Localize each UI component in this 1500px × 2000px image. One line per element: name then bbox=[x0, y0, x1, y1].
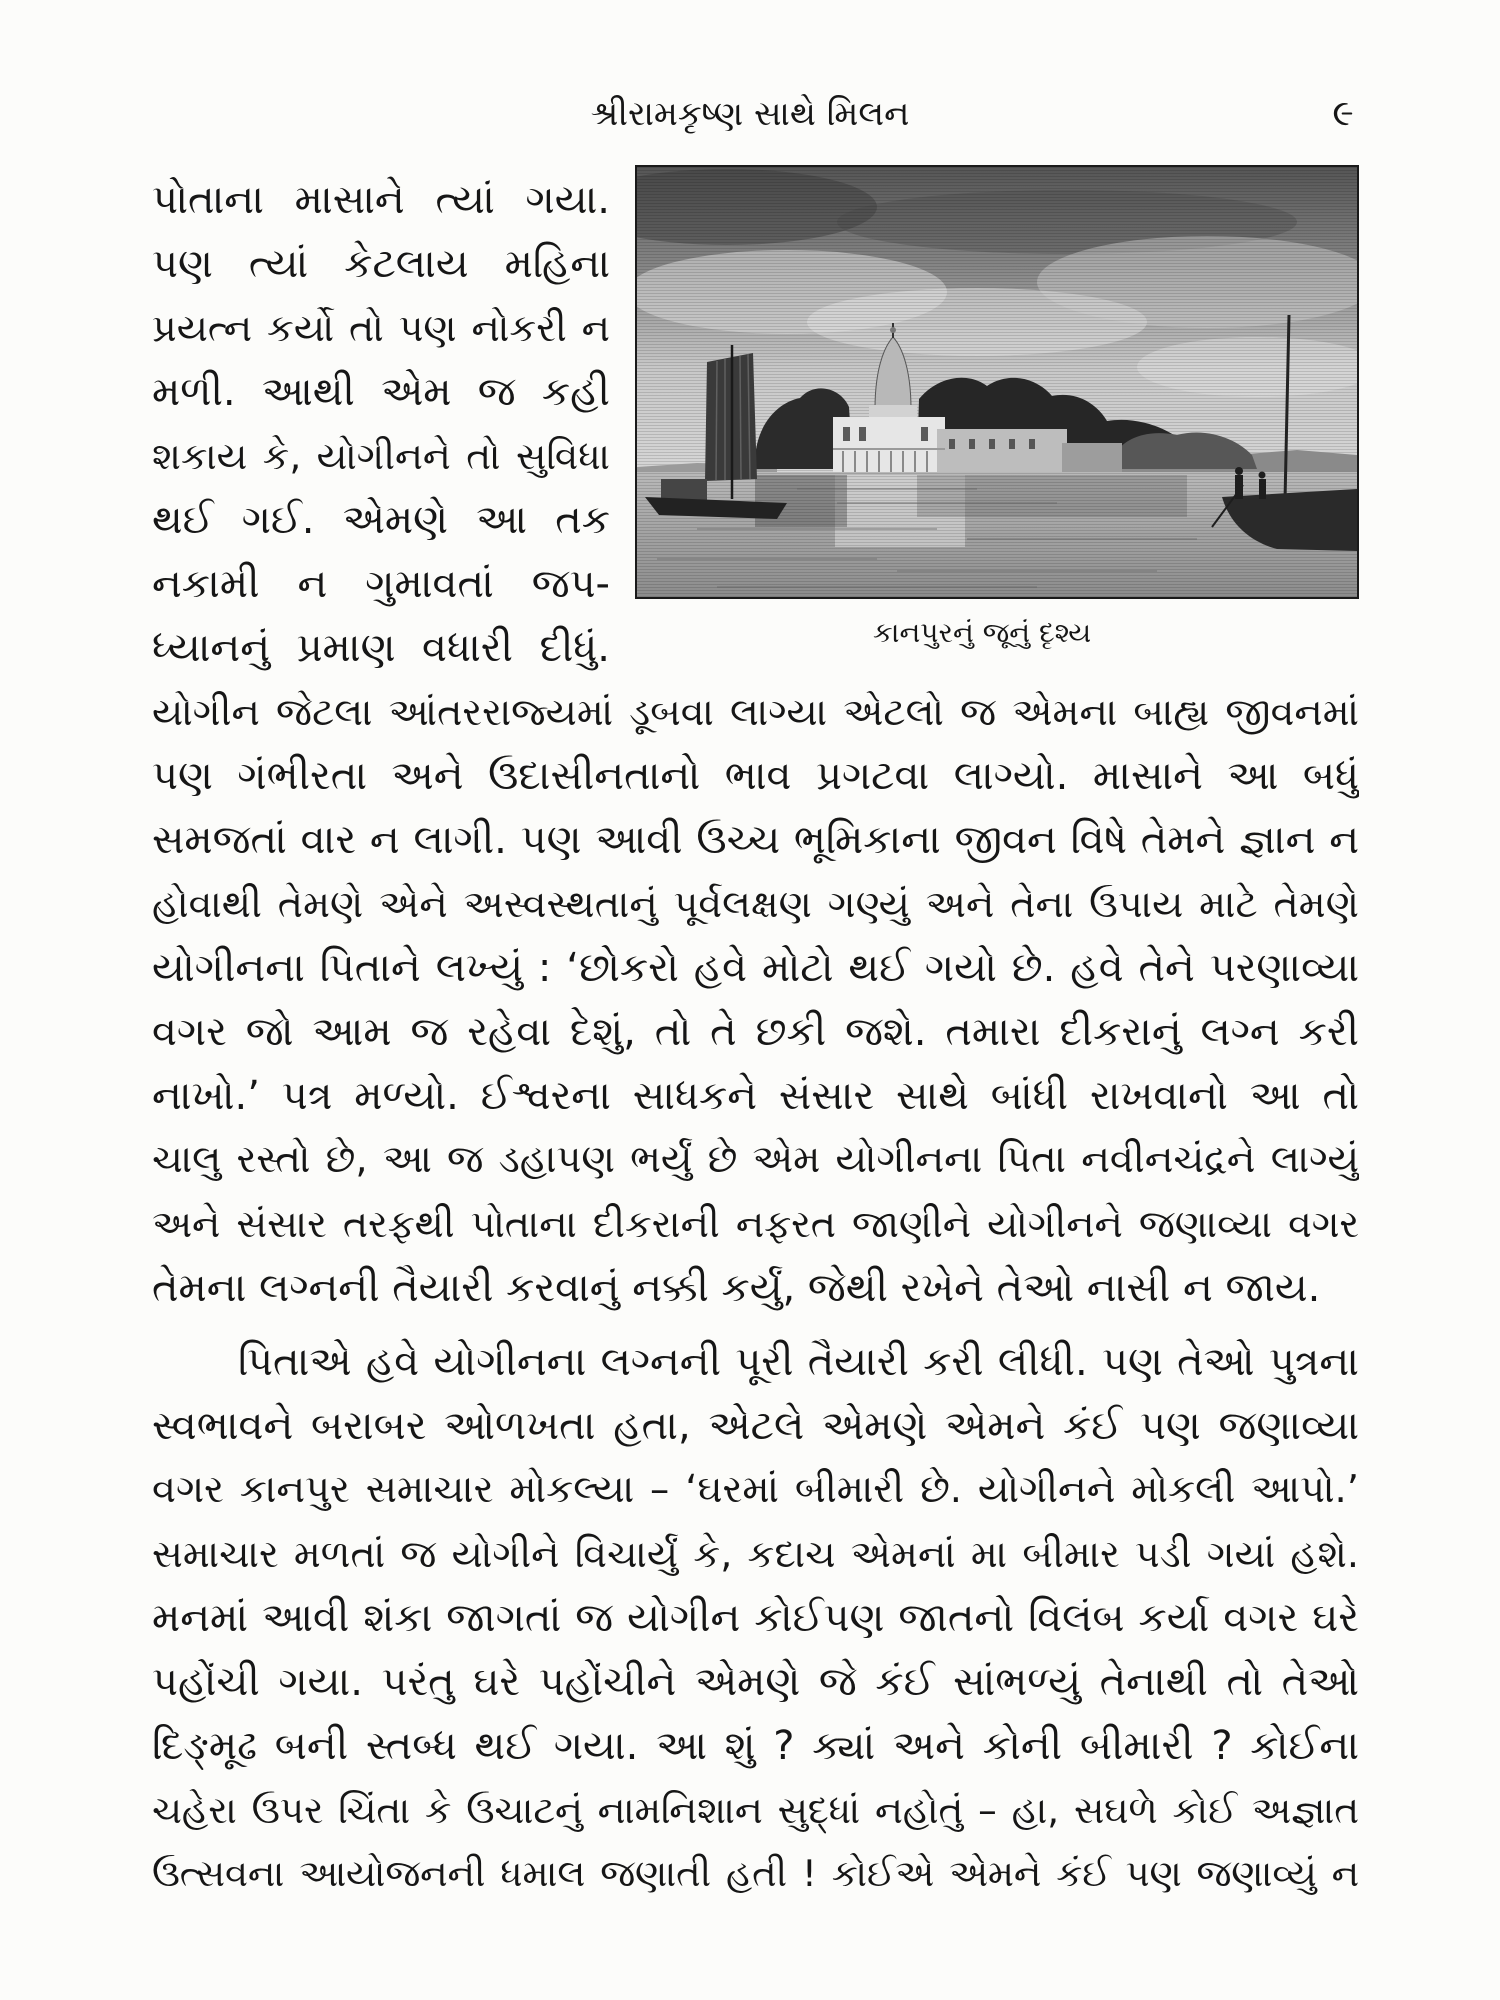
text-line: મળી. આથી એમ જ કહી bbox=[152, 369, 610, 415]
text-line: થઈ ગઈ. એમણે આ તક bbox=[152, 497, 610, 543]
text-line: પહોંચી ગયા. પરંતુ ઘરે પહોંચીને એમણે જે કંઈ સાંભળ્યું તેનાથી તો તેઓ bbox=[152, 1659, 1359, 1705]
figure-caption: કાનપુરનું જૂનું દૃશ્ય bbox=[872, 616, 1092, 649]
text-line: ધ્યાનનું પ્રમાણ વધારી દીધું. bbox=[152, 625, 610, 671]
text-line: દિઙ્મૂઢ બની સ્તબ્ધ થઈ ગયા. આ શું ? ક્યાં અને કોની બીમારી ? કોઈના bbox=[152, 1723, 1359, 1769]
paragraph-2 bbox=[152, 1330, 1359, 1906]
text-line: સ્વભાવને બરાબર ઓળખતા હતા, એટલે એમણે એમને કંઈ પણ જણાવ્યા bbox=[152, 1403, 1359, 1449]
text-line: નકામી ન ગુમાવતાં જપ- bbox=[152, 561, 610, 607]
text-line: ચહેરા ઉપર ચિંતા કે ઉચાટનું નામનિશાન સુદ્ધાં નહોતું – હા, સઘળે કોઈ અજ્ઞાત bbox=[152, 1788, 1359, 1832]
running-header bbox=[0, 86, 1500, 142]
text-line: મનમાં આવી શંકા જાગતાં જ યોગીન કોઈપણ જાતનો વિલંબ કર્યા વગર ઘરે bbox=[152, 1595, 1359, 1641]
text-line: હોવાથી તેમણે એને અસ્વસ્થતાનું પૂર્વલક્ષણ ગણ્યું અને તેના ઉપાય માટે તેમણે bbox=[152, 882, 1359, 926]
text-line: પણ ગંભીરતા અને ઉદાસીનતાનો ભાવ પ્રગટવા લાગ્યો. માસાને આ બધું bbox=[152, 753, 1359, 799]
text-line: ઉત્સવના આયોજનની ધમાલ જણાતી હતી ! કોઈએ એમને કંઈ પણ જણાવ્યું ન bbox=[152, 1852, 1359, 1895]
text-line: નાખો.’ પત્ર મળ્યો. ઈશ્વરના સાધકને સંસાર સાથે બાંધી રાખવાનો આ તો bbox=[152, 1073, 1359, 1119]
text-line: પ્રયત્ન કર્યો તો પણ નોકરી ન bbox=[152, 306, 610, 350]
text-line: વગર જો આમ જ રહેવા દેશું, તો તે છકી જશે. તમારા દીકરાનું લગ્ન કરી bbox=[152, 1009, 1359, 1055]
text-line: પોતાના માસાને ત્યાં ગયા. bbox=[152, 177, 610, 223]
text-line: સમજતાં વાર ન લાગી. પણ આવી ઉચ્ચ ભૂમિકાના જીવન વિષે તેમને જ્ઞાન ન bbox=[152, 817, 1359, 863]
text-line: અને સંસાર તરફથી પોતાના દીકરાની નફરત જાણીને યોગીનને જણાવ્યા વગર bbox=[152, 1202, 1359, 1246]
body-text bbox=[152, 168, 1359, 1906]
text-line: યોગીનના પિતાને લખ્યું : ‘છોકરો હવે મોટો થઈ ગયો છે. હવે તેને પરણાવ્યા bbox=[152, 945, 1359, 991]
text-line: પિતાએ હવે યોગીનના લગ્નની પૂરી તૈયારી કરી લીધી. પણ તેઓ પુત્રના bbox=[238, 1339, 1359, 1385]
text-line: શકાય કે, યોગીનને તો સુવિધા bbox=[152, 434, 610, 478]
text-line: પણ ત્યાં કેટલાય મહિના bbox=[152, 241, 610, 287]
page-number: ૯ bbox=[1332, 93, 1354, 134]
text-line: વગર કાનપુર સમાચાર મોકલ્યા – ‘ઘરમાં બીમારી છે. યોગીનને મોકલી આપો.’ bbox=[152, 1467, 1359, 1512]
text-line: તેમના લગ્નની તૈયારી કરવાનું નક્કી કર્યું, જેથી રખેને તેઓ નાસી ન જાય. bbox=[152, 1265, 1321, 1311]
text-line: ચાલુ રસ્તો છે, આ જ ડહાપણ ભર્યું છે એમ યોગીનના પિતા નવીનચંદ્રને લાગ્યું bbox=[152, 1137, 1359, 1182]
text-line: સમાચાર મળતાં જ યોગીને વિચાર્યું કે, કદાચ એમનાં મા બીમાર પડી ગયાં હશે. bbox=[152, 1532, 1359, 1576]
text-line: યોગીન જેટલા આંતરરાજ્યમાં ડૂબવા લાગ્યા એટલો જ એમના બાહ્ય જીવનમાં bbox=[152, 690, 1359, 734]
paragraph-1 bbox=[152, 680, 1359, 1320]
running-header-title: શ્રીરામકૃષ્ણ સાથે મિલન bbox=[590, 94, 910, 134]
text-beside-figure bbox=[152, 168, 610, 680]
